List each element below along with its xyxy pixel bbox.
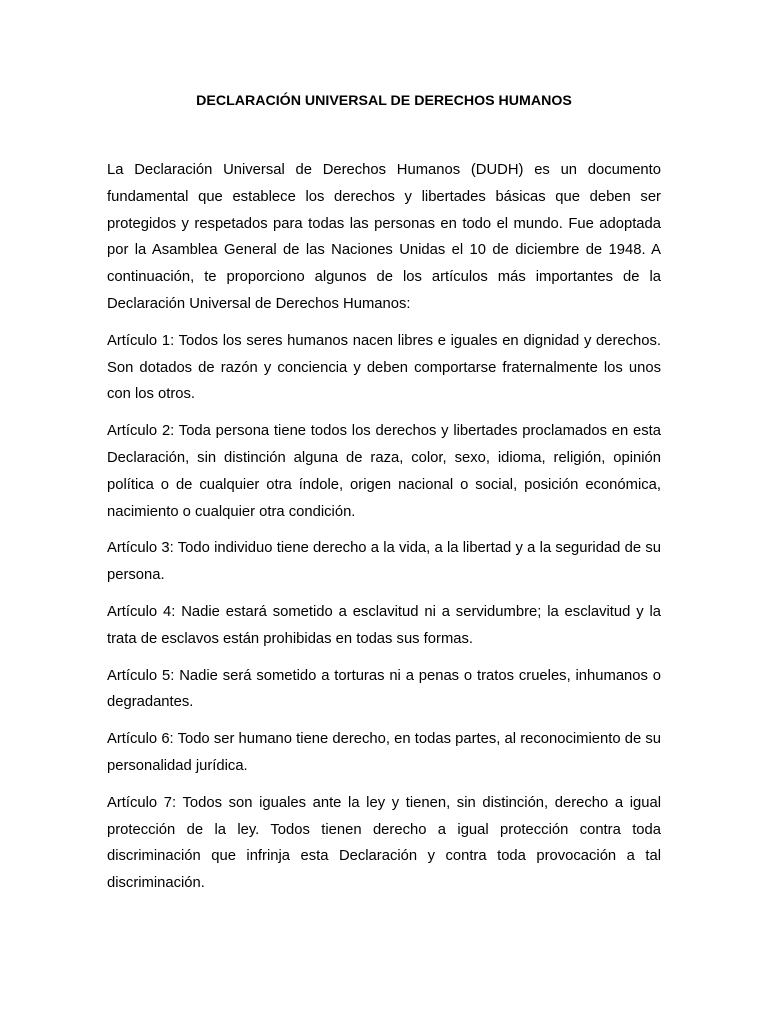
article-3-paragraph: Artículo 3: Todo individuo tiene derecho a la vida, a la libertad y a la seguridad de su persona. [107, 540, 661, 584]
document-page [107, 90, 661, 907]
article-5-paragraph: Artículo 5: Nadie será sometido a torturas ni a penas o tratos crueles, inhumanos o degradantes. [107, 667, 661, 711]
article-1-paragraph: Artículo 1: Todos los seres humanos nacen libres e iguales en dignidad y derechos. Son dotados de razón y conciencia y deben comportarse fraternalmente los unos con los otros. [107, 332, 661, 403]
article-2-paragraph: Artículo 2: Toda persona tiene todos los derechos y libertades proclamados en esta Declaración, sin distinción alguna de raza, color, sexo, idioma, religión, opinión política o de cualquier otra índole, origen nacional o social, posición económica, nacimiento o cualquier otra condición. [107, 423, 661, 520]
article-7-paragraph: Artículo 7: Todos son iguales ante la ley y tienen, sin distinción, derecho a igual protección de la ley. Todos tienen derecho a igual protección contra toda discriminación que infrinja esta Declaración y contra toda provocación a tal discriminación. [107, 794, 661, 892]
article-4-paragraph: Artículo 4: Nadie estará sometido a esclavitud ni a servidumbre; la esclavitud y la trata de esclavos están prohibidas en todas sus formas. [107, 603, 661, 647]
document-title: DECLARACIÓN UNIVERSAL DE DERECHOS HUMANOS [196, 93, 572, 109]
article-6-paragraph: Artículo 6: Todo ser humano tiene derecho, en todas partes, al reconocimiento de su personalidad jurídica. [107, 731, 661, 774]
intro-paragraph: La Declaración Universal de Derechos Humanos (DUDH) es un documento fundamental que establece los derechos y libertades básicas que deben ser protegidos y respetados para todas las personas en todo el mundo. Fue adoptada por la Asamblea General de las Naciones Unidas el 10 de diciembre de 1948. A continuación, te proporciono algunos de los artículos más importantes de la Declaración Universal de Derechos Humanos: [107, 162, 661, 312]
